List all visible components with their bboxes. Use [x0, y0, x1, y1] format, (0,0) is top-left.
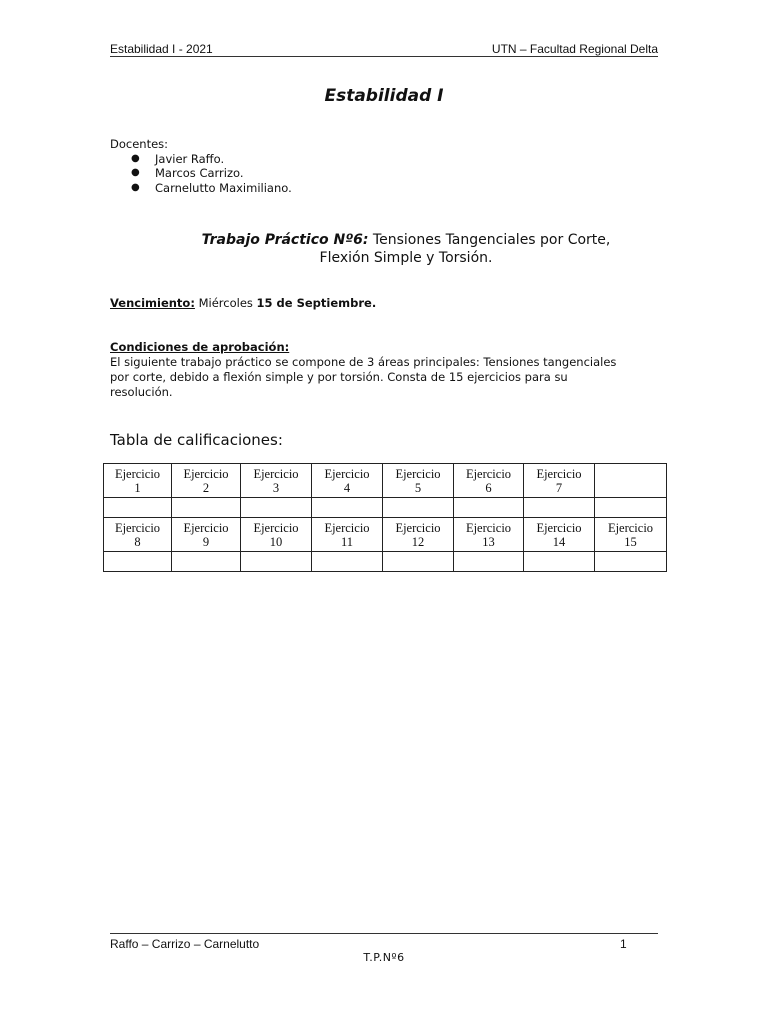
- grade-cell[interactable]: [383, 498, 454, 518]
- exercise-header-cell: Ejercicio 12: [383, 518, 454, 552]
- teachers-list: [110, 152, 292, 196]
- teacher-item: [110, 181, 292, 196]
- due-date: [110, 296, 376, 310]
- table-row: [104, 464, 667, 498]
- grade-cell[interactable]: [383, 552, 454, 572]
- assignment-topic: Tensiones Tangenciales por Corte,: [368, 232, 611, 248]
- grade-cell[interactable]: [454, 552, 524, 572]
- page-header: [110, 42, 658, 57]
- grade-row: [104, 498, 667, 518]
- exercise-header-cell: Ejercicio 7: [524, 464, 595, 498]
- exercise-header-cell: Ejercicio 14: [524, 518, 595, 552]
- assignment-title: [0, 231, 768, 267]
- assignment-title-line2: Flexión Simple y Torsión.: [319, 250, 493, 266]
- exercise-header-cell: Ejercicio 6: [454, 464, 524, 498]
- footer-authors: Raffo – Carrizo – Carnelutto: [110, 937, 260, 951]
- exercise-header-cell: Ejercicio 11: [312, 518, 383, 552]
- bullet-icon: ●: [131, 181, 140, 193]
- teachers-section: [110, 137, 292, 195]
- exercise-header-cell: Ejercicio 3: [241, 464, 312, 498]
- empty-header-cell: [595, 464, 667, 498]
- grade-row: [104, 552, 667, 572]
- exercise-header-cell: Ejercicio 15: [595, 518, 667, 552]
- document-title: Estabilidad I: [324, 86, 444, 106]
- exercise-header-cell: Ejercicio 4: [312, 464, 383, 498]
- assignment-title-line1: [0, 231, 768, 249]
- grade-cell[interactable]: [104, 498, 172, 518]
- exercise-header-cell: Ejercicio 9: [172, 518, 241, 552]
- grade-cell[interactable]: [104, 552, 172, 572]
- teacher-name: Javier Raffo.: [155, 151, 225, 166]
- grade-cell[interactable]: [454, 498, 524, 518]
- grades-table-caption: Tabla de calificaciones:: [110, 431, 283, 449]
- teacher-item: [110, 166, 292, 181]
- grade-cell[interactable]: [241, 498, 312, 518]
- grade-cell[interactable]: [241, 552, 312, 572]
- page-number: 1: [620, 937, 627, 951]
- teacher-name: Marcos Carrizo.: [155, 166, 244, 180]
- assignment-label: Trabajo Práctico Nº6:: [201, 232, 369, 248]
- grade-cell[interactable]: [312, 498, 383, 518]
- grade-cell[interactable]: [524, 552, 595, 572]
- approval-conditions: [110, 340, 630, 400]
- footer-assignment-code: T.P.Nº6: [363, 951, 405, 964]
- conditions-text: El siguiente trabajo práctico se compone de 3 áreas principales: Tensiones tangenciales por corte, debido a flexión simple y por torsión. Consta de 15 ejercicios para su resolución.: [110, 355, 617, 399]
- grade-cell[interactable]: [172, 498, 241, 518]
- bullet-icon: ●: [131, 167, 140, 178]
- grade-cell[interactable]: [312, 552, 383, 572]
- header-course: Estabilidad I - 2021: [110, 42, 213, 56]
- table-row: [104, 518, 667, 552]
- grade-cell[interactable]: [524, 498, 595, 518]
- exercise-header-cell: Ejercicio 10: [241, 518, 312, 552]
- due-label: Vencimiento:: [110, 296, 195, 310]
- exercise-header-cell: Ejercicio 8: [104, 518, 172, 552]
- page-footer: [110, 933, 658, 964]
- grade-cell[interactable]: [595, 552, 667, 572]
- exercise-header-cell: Ejercicio 13: [454, 518, 524, 552]
- due-day: Miércoles: [194, 296, 257, 310]
- grade-cell[interactable]: [172, 552, 241, 572]
- grades-table: [103, 463, 667, 572]
- teacher-name: Carnelutto Maximiliano.: [155, 180, 292, 195]
- bullet-icon: ●: [131, 152, 140, 164]
- teacher-item: [110, 152, 292, 167]
- due-date-value: 15 de Septiembre.: [256, 296, 377, 310]
- grade-cell[interactable]: [595, 498, 667, 518]
- teachers-label: Docentes:: [110, 137, 169, 151]
- exercise-header-cell: Ejercicio 5: [383, 464, 454, 498]
- exercise-header-cell: Ejercicio 2: [172, 464, 241, 498]
- conditions-label: Condiciones de aprobación:: [110, 340, 290, 354]
- exercise-header-cell: Ejercicio 1: [104, 464, 172, 498]
- header-institution: UTN – Facultad Regional Delta: [491, 42, 658, 56]
